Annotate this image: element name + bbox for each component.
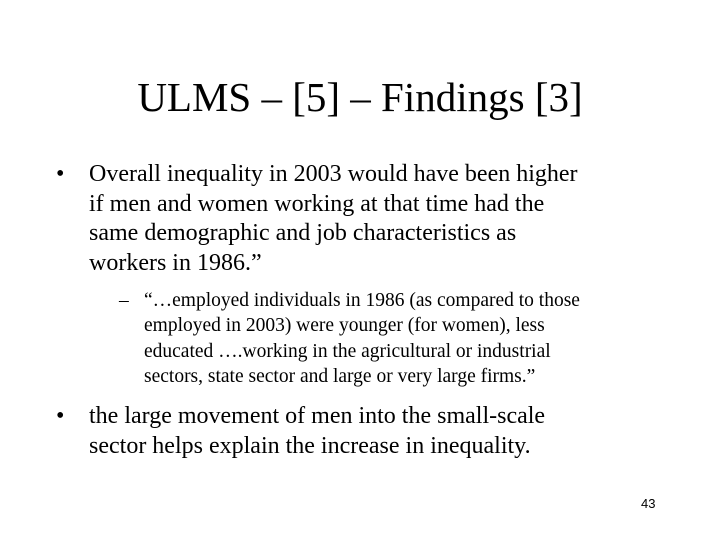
sub-bullet-marker: – <box>119 290 129 311</box>
sub-bullet-text-line: employed in 2003) were younger (for women), less <box>144 315 545 337</box>
page-number: 43 <box>641 496 656 511</box>
bullet-text-line: sector helps explain the increase in inequality. <box>89 432 531 459</box>
bullet-text-line: the large movement of men into the small-scale <box>89 403 546 430</box>
sub-bullet-text-line: sectors, state sector and large or very large firms.” <box>144 365 536 387</box>
bullet-men-small-scale-sector <box>56 402 676 461</box>
bullet-overall-inequality <box>56 160 676 278</box>
sub-bullet-text-line: “…employed individuals in 1986 (as compared to those <box>144 290 580 311</box>
bullet-marker: • <box>56 403 65 430</box>
bullet-text-line: Overall inequality in 2003 would have been higher <box>89 161 578 187</box>
bullet-list <box>56 160 676 461</box>
bullet-text-line: workers in 1986.” <box>89 249 262 276</box>
sub-bullet-text-line: educated ….working in the agricultural or industrial <box>144 340 551 362</box>
sub-bullet-employed-individuals <box>119 288 676 389</box>
bullet-text-line: same demographic and job characteristics as <box>89 220 517 246</box>
bullet-text-line: if men and women working at that time had the <box>89 190 545 217</box>
bullet-marker: • <box>56 161 65 187</box>
slide-title: ULMS – [5] – Findings [3] <box>137 74 583 120</box>
